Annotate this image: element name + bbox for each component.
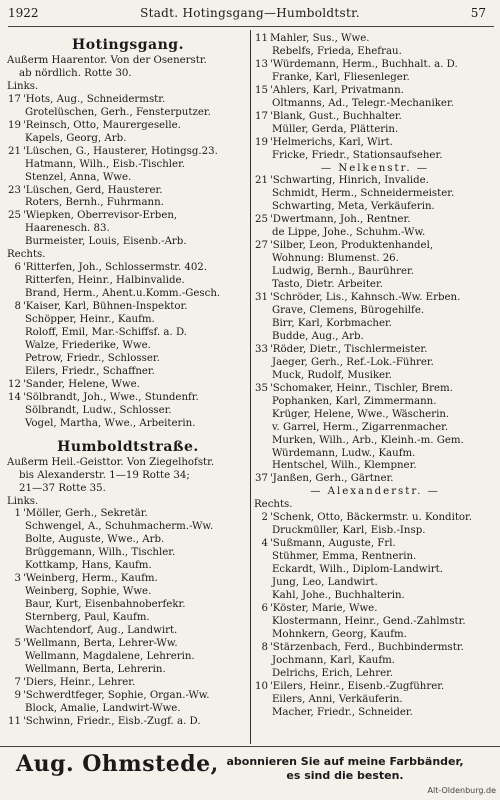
resident-line: Rebelfs, Frieda, Ehefrau.: [272, 45, 402, 57]
address-entry: [7, 262, 249, 275]
resident-text: 'Würdemann, Herm., Buchhalt. a. D.: [270, 58, 458, 70]
address-entry: [254, 512, 496, 525]
resident-line: Grotelüschen, Gerh., Fensterputzer.: [25, 106, 211, 118]
resident-line: Roters, Bernh., Fuhrmann.: [25, 197, 164, 209]
address-entry: [7, 185, 249, 198]
resident-line: Wohnung: Blumenst. 26.: [272, 253, 399, 265]
resident-text: 'Janßen, Gerh., Gärtner.: [270, 473, 394, 485]
advertiser-name: Aug. Ohmstede,: [16, 751, 219, 777]
resident-line: Macher, Friedr., Schneider.: [272, 706, 413, 718]
resident-text: 'Schröder, Lis., Kahnsch.-Ww. Erben.: [270, 292, 461, 304]
resident-text: 'Eilers, Heinr., Eisenb.-Zugführer.: [270, 680, 445, 692]
street-heading: Humboldtstraße.: [57, 438, 199, 455]
resident-line: Petrow, Friedr., Schlosser.: [25, 352, 160, 364]
resident-text: 'Sölbrandt, Joh., Wwe., Stundenfr.: [23, 391, 199, 403]
resident-line: Jaeger, Gerh., Ref.-Lok.-Führer.: [272, 356, 434, 368]
resident-line: de Lippe, Johe., Schuhm.-Ww.: [272, 227, 426, 239]
side-label: Rechts.: [254, 499, 293, 511]
advertisement: [0, 746, 500, 789]
address-entry: [254, 175, 496, 188]
side-label: Links.: [7, 495, 39, 507]
street-heading: Hotingsgang.: [72, 37, 184, 53]
house-number: 2: [261, 512, 268, 524]
house-number: 6: [261, 602, 268, 614]
resident-line: Brand, Herm., Ahent.u.Komm.-Gesch.: [25, 288, 221, 300]
house-number: 9: [14, 689, 21, 701]
ad-line-1: abonnieren Sie auf meine Farbbänder,: [226, 755, 464, 768]
resident-text: 'Diers, Heinr., Lehrer.: [23, 676, 136, 688]
resident-line: Ludwig, Bernh., Baurührer.: [272, 266, 415, 278]
cross-street-divider: — Nelkenstr. —: [320, 162, 430, 174]
resident-line: Wellmann, Berta, Lehrerin.: [25, 663, 166, 675]
house-number: 21: [8, 145, 21, 157]
resident-text: 'Schomaker, Heinr., Tischler, Brem.: [270, 382, 453, 394]
resident-line: Birr, Karl, Korbmacher.: [272, 317, 393, 329]
address-entry: [7, 573, 249, 586]
resident-line: Murken, Wilh., Arb., Kleinh.-m. Gem.: [272, 434, 464, 446]
resident-line: Block, Amalie, Landwirt-Wwe.: [25, 702, 181, 714]
resident-text: 'Sander, Helene, Wwe.: [23, 378, 140, 390]
resident-line: Tasto, Dietr. Arbeiter.: [272, 279, 383, 291]
resident-line: Delrichs, Erich, Lehrer.: [272, 667, 394, 679]
address-entry: [254, 383, 496, 396]
resident-line: Kahl, Johe., Buchhalterin.: [272, 589, 405, 601]
resident-text: 'Möller, Gerh., Sekretär.: [23, 508, 148, 520]
address-entry: [254, 473, 496, 486]
right-column: [254, 33, 496, 745]
resident-line: Würdemann, Ludw., Kaufm.: [272, 447, 416, 459]
address-entry: [7, 690, 249, 703]
resident-line: Schmidt, Herm., Schneidermeister.: [272, 188, 455, 200]
street-description: ab nördlich. Rotte 30.: [19, 67, 132, 79]
resident-line: Hatmann, Wilh., Eisb.-Tischler.: [25, 158, 186, 170]
resident-text: 'Kaiser, Karl, Bühnen-Inspektor.: [23, 301, 188, 313]
resident-line: Muck, Rudolf, Musiker.: [272, 369, 393, 381]
resident-line: Oltmanns, Ad., Telegr.-Mechaniker.: [272, 97, 454, 109]
resident-line: Schwengel, A., Schuhmacherm.-Ww.: [25, 521, 214, 533]
address-entry: [7, 146, 249, 159]
house-number: 31: [255, 292, 268, 304]
address-entry: [254, 59, 496, 72]
resident-line: Sternberg, Paul, Kaufm.: [25, 612, 150, 624]
resident-line: Hentschel, Wilh., Klempner.: [272, 460, 417, 472]
resident-text: 'Blank, Gust., Buchhalter.: [270, 110, 402, 122]
address-entry: [254, 292, 496, 305]
resident-line: Grave, Clemens, Bürogehilfe.: [272, 305, 425, 317]
address-entry: [254, 344, 496, 357]
resident-line: Baur, Kurt, Eisenbahnoberfekr.: [25, 599, 186, 611]
house-number: 11: [8, 715, 21, 727]
resident-text: 'Stärzenbach, Ferd., Buchbindermstr.: [270, 641, 464, 653]
address-entry: [254, 111, 496, 124]
street-description: bis Alexanderstr. 1—19 Rotte 34;: [19, 469, 190, 481]
side-label: Links.: [7, 80, 39, 92]
resident-text: 'Röder, Dietr., Tischlermeister.: [270, 343, 428, 355]
address-entry: [7, 120, 249, 133]
resident-line: Eilers, Anni, Verkäuferin.: [272, 693, 403, 705]
resident-text: 'Silber, Leon, Produktenhandel,: [270, 240, 434, 252]
house-number: 14: [8, 391, 21, 403]
resident-text: 'Wellmann, Berta, Lehrer-Ww.: [23, 637, 178, 649]
resident-line: Kapels, Georg, Arb.: [25, 132, 127, 144]
resident-line: Bolte, Auguste, Wwe., Arb.: [25, 534, 165, 546]
resident-line: Ritterfen, Heinr., Halbinvalide.: [25, 275, 185, 287]
resident-text: 'Schwarting, Hinrich, Invalide.: [270, 175, 429, 187]
house-number: 19: [255, 136, 268, 148]
house-number: 4: [261, 538, 268, 550]
resident-line: Jung, Leo, Landwirt.: [272, 577, 378, 589]
resident-text: 'Schwinn, Friedr., Eisb.-Zugf. a. D.: [23, 715, 201, 727]
page-year: 1922: [8, 6, 39, 20]
header-rule: [8, 26, 494, 27]
house-number: 35: [255, 382, 268, 394]
house-number: 1: [14, 508, 21, 520]
resident-line: Schwarting, Meta, Verkäuferin.: [272, 201, 435, 213]
address-entry: [7, 210, 249, 223]
resident-line: Roloff, Emil, Mar.-Schiffsf. a. D.: [25, 327, 188, 339]
address-entry: [254, 85, 496, 98]
address-entry: [7, 638, 249, 651]
resident-line: Krüger, Helene, Wwe., Wäscherin.: [272, 408, 450, 420]
resident-text: 'Köster, Marie, Wwe.: [270, 602, 378, 614]
resident-text: 'Lüschen, G., Hausterer, Hotingsg.23.: [23, 145, 218, 157]
house-number: 3: [14, 573, 21, 585]
house-number: 8: [261, 641, 268, 653]
column-divider: [250, 30, 251, 744]
address-entry: [254, 538, 496, 551]
resident-line: Vogel, Martha, Wwe., Arbeiterin.: [25, 417, 196, 429]
left-column: [7, 33, 249, 745]
resident-line: Haarenesch. 83.: [25, 223, 110, 235]
resident-line: Druckmüller, Karl, Eisb.-Insp.: [272, 525, 426, 537]
resident-line: Fricke, Friedr., Stationsaufseher.: [272, 149, 443, 161]
resident-text: 'Reinsch, Otto, Maurergeselle.: [23, 119, 181, 131]
resident-text: 'Hots, Aug., Schneidermstr.: [23, 93, 166, 105]
address-entry: [7, 392, 249, 405]
resident-text: 'Ritterfen, Joh., Schlossermstr. 402.: [23, 262, 208, 274]
resident-line: Franke, Karl, Fliesenleger.: [272, 71, 410, 83]
street-description: Außerm Heil.-Geisttor. Von Ziegelhofstr.: [7, 456, 215, 468]
resident-text: Mahler, Sus., Wwe.: [270, 33, 370, 44]
resident-line: v. Garrel, Herm., Zigarrenmacher.: [272, 421, 449, 433]
resident-line: Burmeister, Louis, Eisenb.-Arb.: [25, 236, 187, 248]
resident-text: 'Sußmann, Auguste, Frl.: [270, 538, 396, 550]
resident-line: Kottkamp, Hans, Kaufm.: [25, 560, 152, 572]
address-entry: [254, 642, 496, 655]
address-entry: [254, 240, 496, 253]
resident-line: Mohnkern, Georg, Kaufm.: [272, 628, 407, 640]
resident-line: Jochmann, Karl, Kaufm.: [272, 654, 396, 666]
street-description: 21—37 Rotte 35.: [19, 482, 106, 494]
address-entry: [254, 603, 496, 616]
house-number: 23: [8, 184, 21, 196]
resident-line: Weinberg, Sophie, Wwe.: [25, 586, 152, 598]
house-number: 17: [8, 93, 21, 105]
resident-text: 'Helmerichs, Karl, Wirt.: [270, 136, 393, 148]
address-entry: [7, 716, 249, 729]
resident-text: 'Wiepken, Oberrevisor-Erben,: [23, 210, 178, 222]
resident-line: Wellmann, Magdalene, Lehrerin.: [25, 650, 195, 662]
house-number: 37: [255, 473, 268, 485]
resident-text: 'Dwertmann, Joh., Rentner.: [270, 214, 411, 226]
resident-line: Budde, Aug., Arb.: [272, 330, 364, 342]
house-number: 5: [14, 637, 21, 649]
address-entry: [254, 214, 496, 227]
address-entry: [254, 33, 496, 46]
cross-street-divider: — Alexanderstr. —: [310, 486, 440, 498]
resident-text: 'Schenk, Otto, Bäckermstr. u. Konditor.: [270, 512, 473, 524]
house-number: 12: [8, 378, 21, 390]
resident-line: Brüggemann, Wilh., Tischler.: [25, 547, 176, 559]
address-entry: [7, 379, 249, 392]
page-header: [0, 0, 500, 26]
house-number: 13: [255, 58, 268, 70]
resident-line: Stenzel, Anna, Wwe.: [25, 171, 132, 183]
resident-line: Schöpper, Heinr., Kaufm.: [25, 314, 155, 326]
house-number: 10: [255, 680, 268, 692]
resident-text: 'Schwerdtfeger, Sophie, Organ.-Ww.: [23, 689, 210, 701]
house-number: 6: [14, 262, 21, 274]
resident-line: Müller, Gerda, Plätterin.: [272, 123, 399, 135]
page-number: 57: [470, 6, 486, 20]
house-number: 21: [255, 175, 268, 187]
house-number: 17: [255, 110, 268, 122]
watermark: Alt-Oldenburg.de: [427, 786, 496, 795]
resident-line: Eilers, Friedr., Schaffner.: [25, 365, 155, 377]
house-number: 11: [255, 33, 268, 44]
resident-line: Stühmer, Emma, Rentnerin.: [272, 551, 417, 563]
resident-text: 'Weinberg, Herm., Kaufm.: [23, 573, 158, 585]
side-label: Rechts.: [7, 249, 46, 261]
house-number: 25: [8, 210, 21, 222]
address-entry: [7, 508, 249, 521]
resident-text: 'Ahlers, Karl, Privatmann.: [270, 84, 404, 96]
resident-line: Wachtendorf, Aug., Landwirt.: [25, 625, 178, 637]
ad-line-2: es sind die besten.: [286, 769, 404, 782]
address-entry: [7, 677, 249, 690]
house-number: 33: [255, 343, 268, 355]
house-number: 25: [255, 214, 268, 226]
house-number: 8: [14, 301, 21, 313]
address-entry: [7, 301, 249, 314]
running-title: Stadt. Hotingsgang—Humboldtstr.: [140, 6, 360, 20]
address-entry: [254, 137, 496, 150]
resident-text: 'Lüschen, Gerd, Hausterer.: [23, 184, 163, 196]
house-number: 7: [14, 676, 21, 688]
house-number: 15: [255, 84, 268, 96]
street-description: Außerm Haarentor. Von der Osenerstr.: [7, 55, 207, 66]
resident-line: Sölbrandt, Ludw., Schlosser.: [25, 404, 172, 416]
address-entry: [7, 94, 249, 107]
resident-line: Walze, Friederike, Wwe.: [25, 339, 151, 351]
house-number: 19: [8, 119, 21, 131]
resident-line: Eckardt, Wilh., Diplom-Landwirt.: [272, 564, 443, 576]
address-entry: [254, 681, 496, 694]
resident-line: Pophanken, Karl, Zimmermann.: [272, 395, 437, 407]
house-number: 27: [255, 240, 268, 252]
advertisement-text: [210, 755, 480, 783]
resident-line: Klostermann, Heinr., Gend.-Zahlmstr.: [272, 615, 466, 627]
